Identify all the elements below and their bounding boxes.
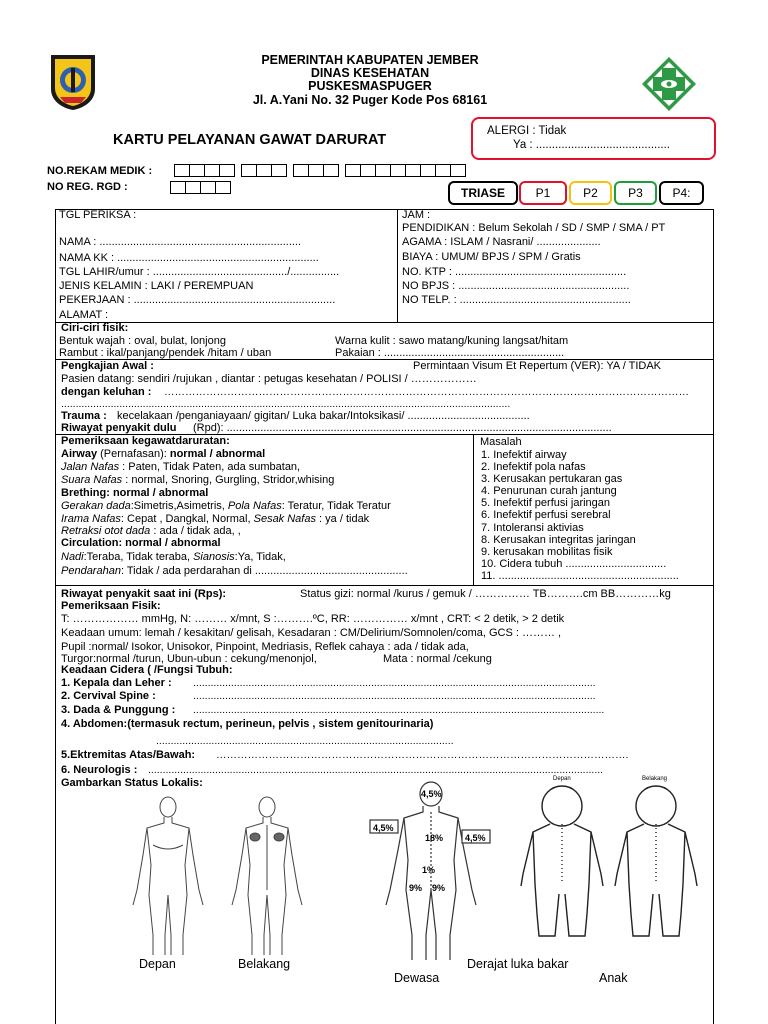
district-logo	[48, 53, 98, 111]
nadi-label: Nadi	[61, 551, 84, 563]
keadaan-cidera-heading: Keadaan Cidera ( /Fungsi Tubuh:	[61, 664, 233, 676]
puskesmas-logo	[640, 55, 698, 113]
pct-trunk: 18%	[425, 833, 444, 843]
neurologis-field[interactable]: ............................................................................................................................................................	[148, 764, 604, 776]
ekstremitas-field[interactable]: ……………………………………………………………………………………………………….	[216, 749, 629, 761]
ktp-field[interactable]: NO. KTP : ........................................................	[402, 266, 627, 278]
pct-arm-left: 4,5%	[373, 823, 394, 833]
cervival-label: 2. Cervival Spine :	[61, 690, 156, 702]
keluhan-field[interactable]: ……………………………………………………………………………………………………………………………………	[164, 386, 689, 398]
body-back-figure[interactable]	[222, 795, 312, 960]
pengkajian-heading: Pengkajian Awal :	[61, 360, 154, 372]
jenis-kelamin-field[interactable]: JENIS KELAMIN : LAKI / PEREMPUAN	[59, 280, 254, 292]
masalah-item[interactable]: 1. Inefektif airway	[481, 449, 567, 461]
allergy-yes[interactable]: Ya : ..........................................	[513, 139, 670, 151]
gerakan-dada-field[interactable]: :Simetris,Asimetris,	[130, 500, 225, 512]
header-address: Jl. A.Yani No. 32 Puger Kode Pos 68161	[252, 93, 488, 107]
status-gizi-field[interactable]: Status gizi: normal /kurus / gemuk / …………… TB……….cm BB…………kg	[300, 588, 671, 600]
rambut-field[interactable]: Rambut : ikal/panjang/pendek /hitam / uban	[59, 347, 272, 359]
masalah-item[interactable]: 4. Penurunan curah jantung	[481, 485, 617, 498]
keluhan-label: dengan keluhan :	[61, 386, 152, 398]
bentuk-wajah-field[interactable]: Bentuk wajah : oval, bulat, lonjong	[59, 335, 226, 347]
caption-belakang: Belakang	[238, 957, 291, 971]
cervival-field[interactable]: ..........................................................................................................................................	[193, 690, 596, 702]
ekstremitas-label: 5.Ektremitas Atas/Bawah:	[61, 749, 196, 761]
rekam-medik-label: NO.REKAM MEDIK :	[47, 165, 153, 177]
masalah-item[interactable]: 5. Inefektif perfusi jaringan	[481, 497, 611, 510]
caption-dewasa: Dewasa	[394, 971, 440, 985]
gerakan-dada-label: Gerakan dada	[61, 500, 131, 512]
irama-nafas-label: Irama Nafas	[61, 513, 121, 525]
rps-label: Riwayat penyakit saat ini (Rps):	[61, 588, 227, 600]
pendarahan-field[interactable]: : Tidak / ada perdarahan di ..................................................	[120, 565, 408, 577]
warna-kulit-field[interactable]: Warna kulit : sawo matang/kuning langsat/hitam	[335, 335, 569, 347]
masalah-item[interactable]: 6. Inefektif perfusi serebral	[481, 509, 611, 522]
triage-p3-button[interactable]: P3	[614, 181, 657, 205]
masalah-item[interactable]: 8. Kerusakan integritas jaringan	[481, 533, 636, 546]
masalah-item[interactable]: 11. ...........................................................	[481, 569, 679, 582]
retraksi-field[interactable]: : ada / tidak ada, ,	[153, 525, 241, 537]
caption-derajat: Derajat luka bakar	[467, 957, 569, 971]
header-department: DINAS KESEHATAN	[310, 66, 430, 80]
nadi-field[interactable]: :Teraba, Tidak teraba,	[83, 551, 191, 563]
masalah-item[interactable]: 10. Cidera tubuh .................................	[481, 557, 667, 570]
pasien-datang-field[interactable]: Pasien datang: sendiri /rujukan , diantar : petugas kesehatan / POLISI / ………………	[61, 373, 477, 385]
child-back-label: Belakang	[642, 776, 668, 782]
abdomen-field[interactable]: ......................................................................................................	[156, 735, 454, 747]
sesak-nafas-label: Sesak Nafas	[253, 513, 316, 525]
nama-kk-field[interactable]: NAMA KK : ..................................................................	[59, 252, 319, 264]
triage-label: TRIASE	[448, 181, 518, 205]
header-puskesmas: PUSKESMASPUGER	[308, 79, 432, 93]
masalah-list	[481, 449, 679, 582]
circulation-field[interactable]: Circulation: normal / abnormal	[61, 537, 221, 549]
masalah-item[interactable]: 7. Intoleransi aktivias	[481, 521, 584, 534]
airway-desc: (Pernafasan):	[100, 448, 167, 460]
sianosis-field[interactable]: :Ya, Tidak,	[234, 551, 286, 563]
irama-nafas-field[interactable]: : Cepat , Dangkal, Normal,	[120, 513, 251, 525]
caption-anak: Anak	[599, 971, 628, 985]
brething-field[interactable]: Brething: normal / abnormal	[61, 487, 209, 499]
pct-arm-right: 4,5%	[465, 833, 486, 843]
jalan-nafas-field[interactable]: : Paten, Tidak Paten, ada sumbatan,	[122, 461, 301, 473]
pakaian-field[interactable]: Pakaian : ...........................................................	[335, 347, 565, 359]
pct-leg-right: 9%	[432, 883, 446, 893]
pola-nafas-label: Pola Nafas	[227, 500, 282, 512]
rpd-field[interactable]: (Rpd): ..............................................................................................................................	[193, 422, 612, 434]
dada-label: 3. Dada & Punggung :	[61, 704, 176, 716]
rekam-medik-cells[interactable]	[174, 164, 465, 180]
airway-value[interactable]: normal / abnormal	[169, 448, 266, 460]
allergy-box	[471, 117, 716, 160]
triage-p1-button[interactable]: P1	[519, 181, 567, 205]
abdomen-label: 4. Abdomen:(termasuk rectum, perineun, pelvis , sistem genitourinaria)	[61, 718, 434, 730]
turgor-field[interactable]: Turgor:normal /turun, Ubun-ubun : cekung/menonjol,	[61, 653, 317, 665]
kepala-field[interactable]: ..........................................................................................................................................	[193, 677, 596, 689]
form-title: KARTU PELAYANAN GAWAT DARURAT	[113, 132, 387, 148]
bpjs-field[interactable]: NO BPJS : ........................................................	[402, 280, 630, 292]
keadaan-umum-field[interactable]: Keadaan umum: lemah / kesakitan/ gelisah, Kesadaran : CM/Delirium/Somnolen/coma, GCS : ……… ,	[61, 627, 562, 639]
agama-field[interactable]: AGAMA : ISLAM / Nasrani/ .....................	[402, 236, 601, 248]
pct-head: 4,5%	[421, 789, 442, 799]
masalah-heading: Masalah	[480, 436, 522, 448]
reg-rgd-cells[interactable]	[170, 181, 230, 197]
biaya-field[interactable]: BIAYA : UMUM/ BPJS / SPM / Gratis	[402, 251, 581, 263]
mata-field[interactable]: Mata : normal /cekung	[383, 653, 492, 665]
trauma-label: Trauma :	[61, 410, 107, 422]
pct-leg-left: 9%	[409, 883, 423, 893]
jalan-nafas-label: Jalan Nafas	[61, 461, 120, 473]
retraksi-label: Retraksi otot dada	[61, 525, 151, 537]
pct-groin: 1%	[422, 865, 436, 875]
pupil-field[interactable]: Pupil :normal/ Isokor, Unisokor, Pinpoint, Medriasis, Reflek cahaya : ada / tidak ada,	[61, 641, 469, 653]
kegawatdaruratan-heading: Pemeriksaan kegawatdaruratan:	[61, 435, 230, 447]
kepala-label: 1. Kepala dan Leher :	[61, 677, 172, 689]
header-government: PEMERINTAH KABUPATEN JEMBER	[261, 53, 479, 67]
allergy-no[interactable]: ALERGI : Tidak	[487, 125, 567, 137]
masalah-item[interactable]: 2. Inefektif pola nafas	[481, 461, 586, 474]
child-front-label: Depan	[553, 776, 571, 782]
airway-label: Airway	[61, 448, 98, 460]
masalah-item[interactable]: 3. Kerusakan pertukaran gas	[481, 473, 623, 486]
vitals-field[interactable]: T: ……………… mmHg, N: ……… x/mnt, S :……….ºC, RR: …………… x/mnt , CRT: < 2 detik, > 2 detik	[61, 613, 565, 625]
tgl-lahir-field[interactable]: TGL LAHIR/umur : ............................................/................	[59, 266, 340, 278]
pemeriksaan-fisik-heading: Pemeriksaan Fisik:	[61, 600, 161, 612]
caption-depan: Depan	[139, 957, 176, 971]
tgl-periksa-field[interactable]: TGL PERIKSA :	[59, 209, 137, 221]
pekerjaan-field[interactable]: PEKERJAAN : ..................................................................	[59, 294, 336, 306]
pola-nafas-field[interactable]: : Teratur, Tidak Teratur	[281, 500, 391, 512]
body-front-figure[interactable]	[123, 795, 213, 960]
nama-field[interactable]: NAMA : ..................................................................	[59, 236, 302, 248]
ciri-heading: Ciri-ciri fisik:	[61, 322, 129, 334]
visum-field[interactable]: Permintaan Visum Et Repertum (VER): YA / TIDAK	[413, 360, 661, 372]
suara-nafas-label: Suara Nafas	[61, 474, 123, 486]
child-burn-chart-back[interactable]	[609, 784, 704, 944]
keluhan-field-2[interactable]: ..........................................................................................................................................................	[61, 398, 511, 410]
alamat-field[interactable]: ALAMAT :	[59, 309, 109, 321]
triage-p4-button[interactable]: P4:	[659, 181, 704, 205]
jam-field[interactable]: JAM :	[402, 209, 431, 221]
sesak-nafas-field[interactable]: : ya / tidak	[319, 513, 370, 525]
reg-rgd-label: NO REG. RGD :	[47, 181, 128, 193]
neurologis-label: 6. Neurologis :	[61, 764, 138, 776]
masalah-item[interactable]: 9. kerusakan mobilitas fisik	[481, 545, 613, 558]
pendidikan-field[interactable]: PENDIDIKAN : Belum Sekolah / SD / SMP / SMA / PT	[402, 222, 666, 234]
trauma-field[interactable]: kecelakaan /penganiayaan/ gigitan/ Luka bakar/Intoksikasi/ ........................................	[117, 410, 530, 422]
sianosis-label: Sianosis	[193, 551, 235, 563]
rpd-label: Riwayat penyakit dulu	[61, 422, 177, 434]
child-burn-chart-front[interactable]	[515, 784, 610, 944]
gambarkan-label: Gambarkan Status Lokalis:	[61, 777, 203, 789]
telp-field[interactable]: NO TELP. : ........................................................	[402, 294, 631, 306]
pendarahan-label: Pendarahan	[61, 565, 121, 577]
suara-nafas-field[interactable]: : normal, Snoring, Gurgling, Stridor,whising	[125, 474, 335, 486]
triage-p2-button[interactable]: P2	[569, 181, 612, 205]
dada-field[interactable]: .............................................................................................................................................	[193, 704, 605, 716]
